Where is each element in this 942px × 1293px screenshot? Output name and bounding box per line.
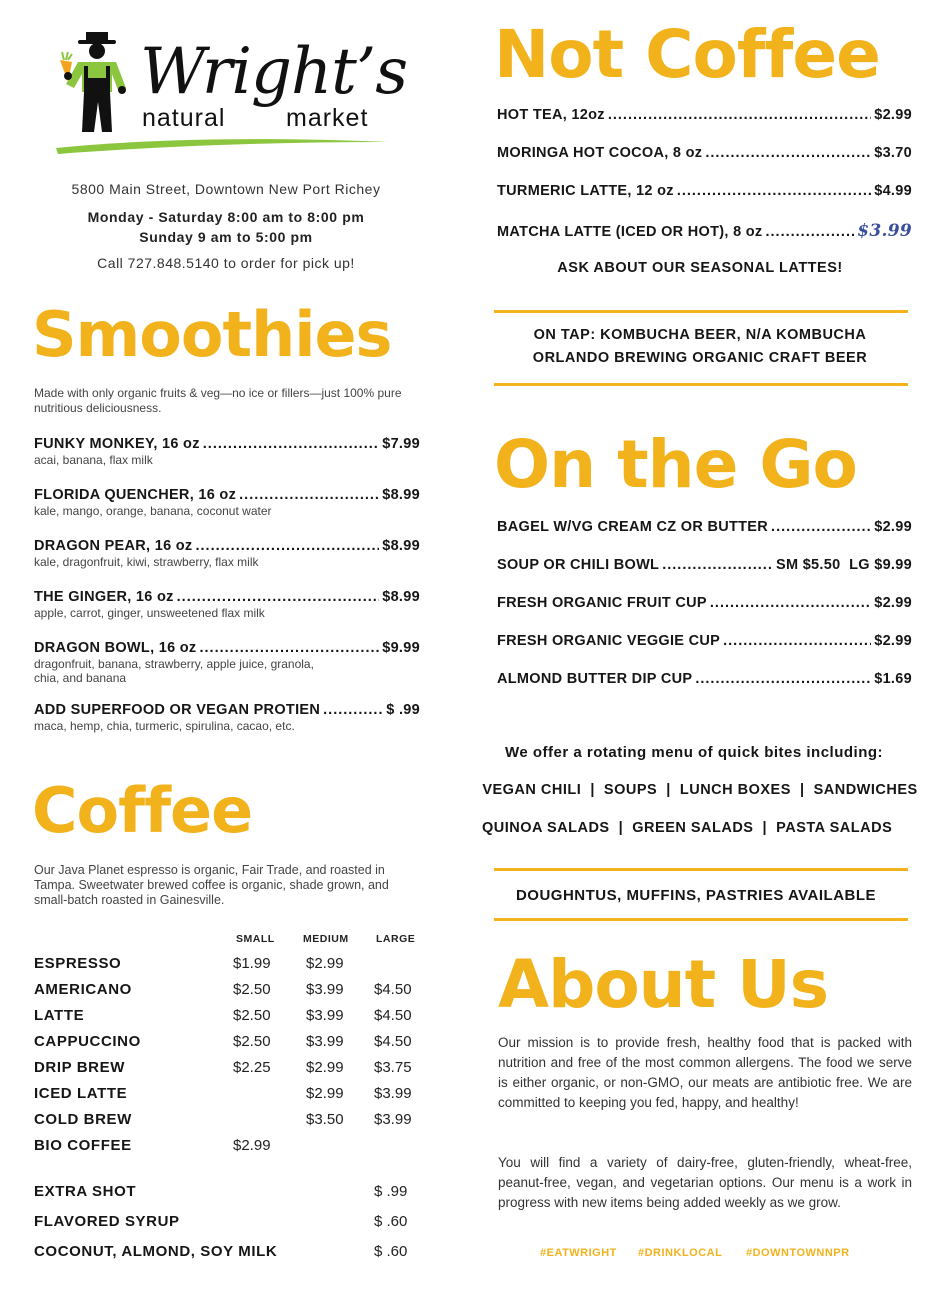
go-item-name: SOUP OR CHILI BOWL <box>497 557 660 573</box>
extra-name: EXTRA SHOT <box>34 1183 137 1200</box>
drink-item <box>497 107 912 123</box>
smoothie-name: THE GINGER, 16 oz <box>34 589 174 605</box>
coffee-price-small: $1.99 <box>233 955 271 972</box>
coffee-row-name: ICED LATTE <box>34 1085 128 1102</box>
not-coffee-heading: Not Coffee <box>494 16 880 93</box>
coffee-price-small: $2.25 <box>233 1059 271 1076</box>
hashtag: #DOWNTOWNNPR <box>746 1247 850 1259</box>
smoothie-price: $8.99 <box>382 589 420 605</box>
divider-rule <box>494 310 908 313</box>
go-item-name: FRESH ORGANIC VEGGIE CUP <box>497 633 721 649</box>
drink-name: MATCHA LATTE (ICED OR HOT), 8 oz <box>497 224 763 240</box>
smoothie-desc: apple, carrot, ginger, unsweetened flax milk <box>34 606 265 620</box>
go-item <box>497 671 912 687</box>
go-item-price: $1.69 <box>874 671 912 687</box>
store-address: 5800 Main Street, Downtown New Port Richey <box>71 181 381 197</box>
call-to-order: Call 727.848.5140 to order for pick up! <box>97 255 355 271</box>
smoothie-price: $7.99 <box>382 436 420 452</box>
smoothie-name: DRAGON PEAR, 16 oz <box>34 538 193 554</box>
about-options: You will find a variety of dairy-free, gluten-friendly, wheat-free, peanut-free, vegan, and vegetarian options. Our menu is a work in progress with new items being added weekly as we grow. <box>498 1155 912 1210</box>
coffee-price-medium: $2.99 <box>306 955 344 972</box>
smoothie-item <box>34 702 420 718</box>
go-item-price: $2.99 <box>874 633 912 649</box>
extra-price: $ .60 <box>374 1213 408 1230</box>
go-item <box>497 595 912 611</box>
drink-price: $3.70 <box>874 145 912 161</box>
extra-name: FLAVORED SYRUP <box>34 1213 180 1230</box>
drink-item <box>497 145 912 161</box>
coffee-price-large: $3.99 <box>374 1111 412 1128</box>
coffee-price-large: $3.75 <box>374 1059 412 1076</box>
go-item <box>497 519 912 535</box>
smoothie-desc: kale, mango, orange, banana, coconut water <box>34 504 272 518</box>
coffee-row-name: COLD BREW <box>34 1111 132 1128</box>
coffee-intro: Our Java Planet espresso is organic, Fair Trade, and roasted in Tampa. Sweetwater brewed coffee is organic, shade grown, and small-batch roasted in Gainesville. <box>34 863 389 907</box>
coffee-price-medium: $3.99 <box>306 981 344 998</box>
divider-rule <box>494 918 908 921</box>
hashtag: #EATWRIGHT <box>540 1247 617 1259</box>
drink-price: $4.99 <box>874 183 912 199</box>
smoothie-item <box>34 640 420 656</box>
extra-price: $ .99 <box>374 1183 408 1200</box>
farmer-logo-icon <box>56 30 138 134</box>
drink-name: HOT TEA, 12oz <box>497 107 605 123</box>
coffee-heading: Coffee <box>32 774 253 847</box>
logo-subtitle-left: natural <box>142 104 226 132</box>
smoothie-name: ADD SUPERFOOD OR VEGAN PROTIEN <box>34 702 321 718</box>
smoothie-desc: kale, dragonfruit, kiwi, strawberry, flax milk <box>34 555 259 569</box>
smoothies-intro: Made with only organic fruits & veg—no ice or fillers—just 100% pure nutritious deliciousness. <box>34 386 402 415</box>
rotating-menu-line-1: VEGAN CHILI | SOUPS | LUNCH BOXES | SANDWICHES <box>482 782 918 798</box>
smoothie-desc: maca, hemp, chia, turmeric, spirulina, cacao, etc. <box>34 719 295 733</box>
coffee-price-medium: $3.50 <box>306 1111 344 1128</box>
go-item <box>497 557 912 573</box>
hours-weekday: Monday - Saturday 8:00 am to 8:00 pm <box>87 209 365 225</box>
coffee-price-small: $2.50 <box>233 1033 271 1050</box>
coffee-row-name: DRIP BREW <box>34 1059 125 1076</box>
logo-subtitle-right: market <box>286 104 369 132</box>
on-the-go-heading: On the Go <box>494 426 857 503</box>
coffee-row-name: ESPRESSO <box>34 955 122 972</box>
on-tap-line-2: ORLANDO BREWING ORGANIC CRAFT BEER <box>532 350 868 366</box>
hours-sunday: Sunday 9 am to 5:00 pm <box>139 229 313 245</box>
coffee-price-medium: $3.99 <box>306 1033 344 1050</box>
coffee-price-small: $2.99 <box>233 1137 271 1154</box>
coffee-row-name: AMERICANO <box>34 981 132 998</box>
smoothies-heading: Smoothies <box>32 298 392 371</box>
drink-price-handwritten: $3.99 <box>857 221 912 241</box>
divider-rule <box>494 383 908 386</box>
go-item-name: FRESH ORGANIC FRUIT CUP <box>497 595 707 611</box>
seasonal-lattes-note: ASK ABOUT OUR SEASONAL LATTES! <box>557 260 843 276</box>
coffee-price-medium: $2.99 <box>306 1085 344 1102</box>
smoothie-price: $9.99 <box>382 640 420 656</box>
smoothie-desc: acai, banana, flax milk <box>34 453 153 467</box>
coffee-price-medium: $2.99 <box>306 1059 344 1076</box>
size-header-large: LARGE <box>376 933 416 945</box>
smoothie-price: $ .99 <box>386 702 420 718</box>
smoothie-name: FLORIDA QUENCHER, 16 oz <box>34 487 237 503</box>
about-mission: Our mission is to provide fresh, healthy food that is packed with nutrition and free of the most common allergens. The food we serve is either organic, or non-GMO, our meats are antibiotic free. We are committed to keeping you fed, happy, and healthy! <box>498 1035 912 1110</box>
extra-price: $ .60 <box>374 1243 408 1260</box>
coffee-price-large: $4.50 <box>374 1007 412 1024</box>
go-item-price: $2.99 <box>874 519 912 535</box>
rotating-menu-intro: We offer a rotating menu of quick bites including: <box>504 744 884 761</box>
smoothie-name: DRAGON BOWL, 16 oz <box>34 640 197 656</box>
go-item-price: SM $5.50 LG $9.99 <box>776 557 912 573</box>
go-item <box>497 633 912 649</box>
drink-price: $2.99 <box>874 107 912 123</box>
coffee-price-large: $4.50 <box>374 1033 412 1050</box>
pastries-note: DOUGHNTUS, MUFFINS, PASTRIES AVAILABLE <box>515 887 877 904</box>
smoothie-item <box>34 589 420 605</box>
divider-rule <box>494 868 908 871</box>
drink-item <box>497 221 912 241</box>
smoothie-price: $8.99 <box>382 538 420 554</box>
hashtag: #DRINKLOCAL <box>638 1247 723 1259</box>
coffee-price-small: $2.50 <box>233 1007 271 1024</box>
drink-name: MORINGA HOT COCOA, 8 oz <box>497 145 703 161</box>
smoothie-name: FUNKY MONKEY, 16 oz <box>34 436 200 452</box>
coffee-price-large: $3.99 <box>374 1085 412 1102</box>
smoothie-item <box>34 436 420 452</box>
store-hours <box>20 207 432 247</box>
go-item-name: ALMOND BUTTER DIP CUP <box>497 671 693 687</box>
smoothie-price: $8.99 <box>382 487 420 503</box>
drink-name: TURMERIC LATTE, 12 oz <box>497 183 674 199</box>
size-header-medium: MEDIUM <box>303 933 349 945</box>
extra-name: COCONUT, ALMOND, SOY MILK <box>34 1243 278 1260</box>
coffee-row-name: LATTE <box>34 1007 85 1024</box>
about-heading: About Us <box>498 946 829 1023</box>
go-item-price: $2.99 <box>874 595 912 611</box>
smoothie-item <box>34 538 420 554</box>
coffee-price-small: $2.50 <box>233 981 271 998</box>
coffee-price-large: $4.50 <box>374 981 412 998</box>
smoothie-desc: dragonfruit, banana, strawberry, apple juice, granola, chia, and banana <box>34 657 314 685</box>
on-tap-line-1: ON TAP: KOMBUCHA BEER, N/A KOMBUCHA <box>533 327 867 343</box>
coffee-row-name: CAPPUCCINO <box>34 1033 141 1050</box>
logo-swoosh-icon <box>52 130 392 156</box>
coffee-row-name: BIO COFFEE <box>34 1137 132 1154</box>
rotating-menu-line-2: QUINOA SALADS | GREEN SALADS | PASTA SALADS <box>482 820 893 836</box>
drink-item <box>497 183 912 199</box>
size-header-small: SMALL <box>236 933 275 945</box>
go-item-name: BAGEL W/VG CREAM CZ OR BUTTER <box>497 519 769 535</box>
logo-wordmark: Wright’s <box>140 35 408 109</box>
smoothie-item <box>34 487 420 503</box>
coffee-price-medium: $3.99 <box>306 1007 344 1024</box>
